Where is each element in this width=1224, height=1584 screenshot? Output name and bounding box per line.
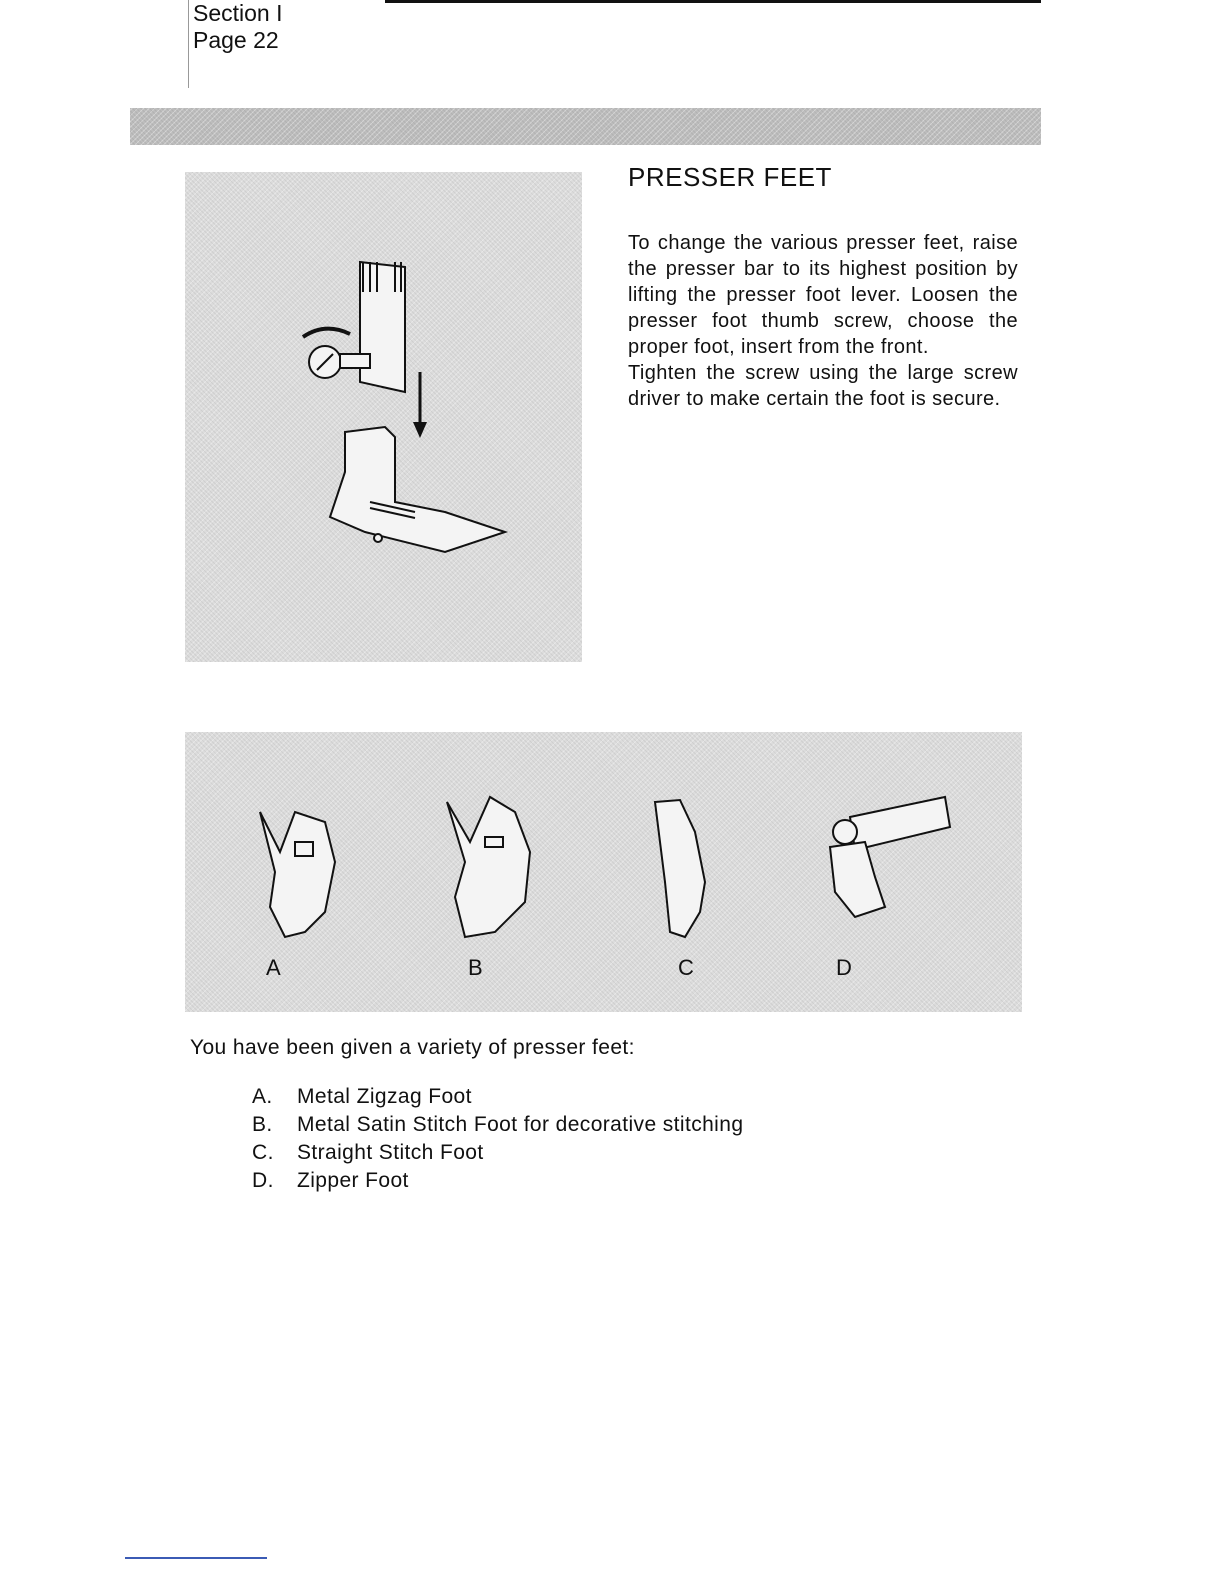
instruction-paragraph: To change the various presser feet, raise the presser bar to its highest position by lifting the presser foot lever. Loosen the presser foot thumb screw, choose the proper foot, insert from the front.	[628, 232, 1018, 358]
footer-rule	[125, 1557, 267, 1559]
presser-bar-foot-drawing	[185, 172, 582, 662]
feet-intro: You have been given a variety of presser feet:	[190, 1036, 635, 1059]
figure-label-b: B	[468, 955, 483, 980]
presser-foot-illustration	[185, 172, 582, 662]
section-label: Section I	[193, 0, 283, 26]
zigzag-foot-drawing	[260, 812, 335, 937]
presser-feet-illustration	[185, 732, 1022, 1012]
page-header	[193, 0, 283, 54]
page-number: Page 22	[193, 27, 279, 53]
figure-label-d: D	[836, 955, 852, 980]
section-title: PRESSER FEET	[628, 162, 832, 192]
instruction-paragraph: Tighten the screw using the large screw driver to make certain the foot is secure.	[628, 362, 1018, 410]
satin-stitch-foot-drawing	[447, 797, 530, 937]
list-item: D. Zipper Foot	[252, 1169, 409, 1192]
zipper-foot-drawing	[830, 797, 950, 917]
figure-label-a: A	[266, 955, 281, 980]
feet-drawings	[185, 732, 1022, 1012]
straight-stitch-foot-drawing	[655, 800, 705, 937]
top-rule	[385, 0, 1041, 3]
list-item: A. Metal Zigzag Foot	[252, 1085, 472, 1108]
feet-list	[252, 1083, 743, 1195]
header-band	[130, 108, 1041, 145]
list-item: B. Metal Satin Stitch Foot for decorative stitching	[252, 1113, 744, 1136]
instructions	[628, 230, 1018, 412]
header-divider	[188, 0, 189, 88]
figure-label-c: C	[678, 955, 694, 980]
list-item: C. Straight Stitch Foot	[252, 1141, 484, 1164]
